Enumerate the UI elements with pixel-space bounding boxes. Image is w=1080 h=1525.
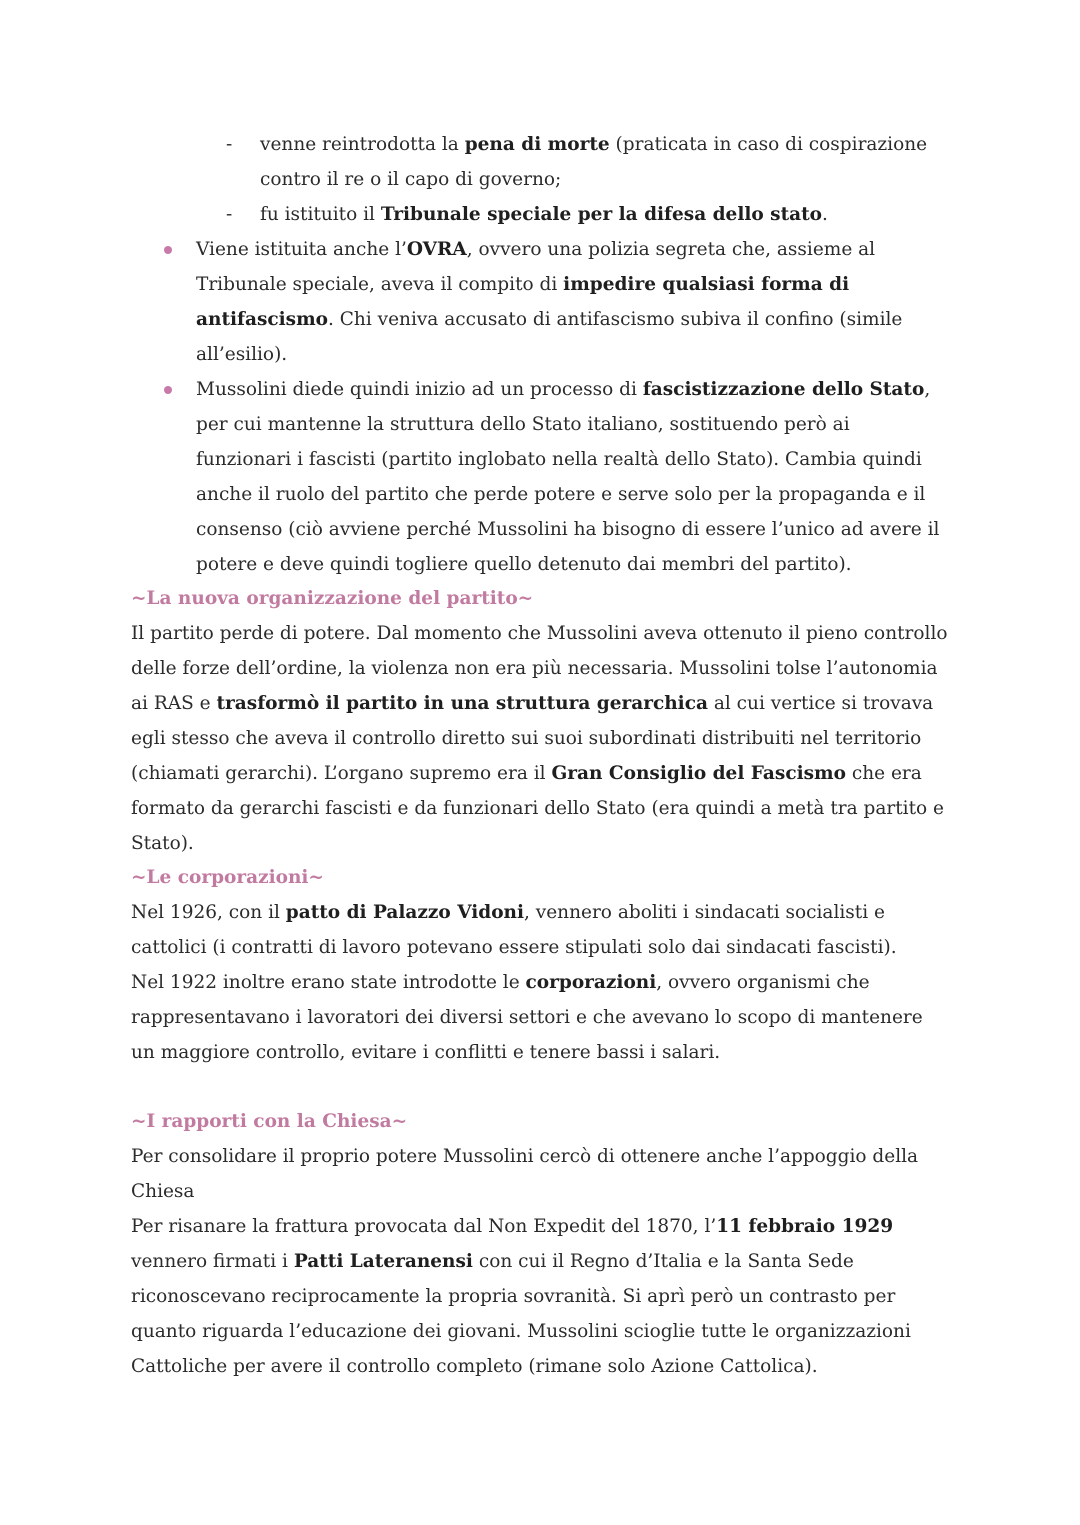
paragraph [131, 895, 951, 965]
section-chiesa [131, 1104, 951, 1384]
bold-run: trasformò il partito in una struttura gerarchica [216, 693, 708, 714]
text-run: Nel 1926, con il [131, 902, 286, 923]
bold-run: Patti Lateranensi [293, 1251, 473, 1272]
section-partito [131, 581, 951, 861]
bold-run: Tribunale speciale per la difesa dello stato [380, 204, 822, 225]
text-run: (praticata in caso di cospirazione contro il re o il capo di governo; [260, 134, 928, 190]
paragraph [131, 1139, 951, 1209]
paragraph [131, 965, 951, 1070]
text-run: al cui vertice si trovava egli stesso che aveva il controllo diretto sui suoi subordinati distribuiti nel territorio (chiamati gerarchi). L’organo supremo era il [131, 693, 934, 784]
dash-mark: - [226, 134, 233, 155]
dash-item [226, 127, 946, 197]
bullet-item [160, 372, 950, 582]
text-run: Mussolini diede quindi inizio ad un processo di [196, 379, 643, 400]
text-run: , per cui mantenne la struttura dello Stato italiano, sostituendo però ai funzionari i fascisti (partito inglobato nella realtà dello Stato). Cambia quindi anche il ruolo del partito che perde potere e serve solo per la propaganda e il consenso (ciò avviene perché Mussolini ha bisogno di essere l’unico ad avere il potere e deve quindi togliere quello detenuto dai membri del partito). [196, 379, 940, 575]
text-run: fu istituito il [260, 204, 381, 225]
bold-run: corporazioni [525, 972, 657, 993]
bold-run: Gran Consiglio del Fascismo [551, 763, 846, 784]
paragraph [131, 1209, 951, 1384]
section-heading: ~La nuova organizzazione del partito~ [131, 588, 534, 609]
bullet-item [160, 232, 950, 372]
bullet-list [160, 232, 950, 582]
text-run: venne reintrodotta la [260, 134, 465, 155]
text-run: , ovvero organismi che rappresentavano i lavoratori dei diversi settori e che avevano lo scopo di mantenere un maggiore controllo, evitare i conflitti e tenere bassi i salari. [131, 972, 923, 1063]
text-run: che era formato da gerarchi fascisti e da funzionari dello Stato (era quindi a metà tra partito e Stato). [131, 763, 944, 854]
bold-run: pena di morte [464, 134, 610, 155]
dash-list [226, 127, 946, 232]
section-corporazioni [131, 860, 951, 1070]
bold-run: fascistizzazione dello Stato [642, 379, 925, 400]
text-run: , ovvero una polizia segreta che, assieme al Tribunale speciale, aveva il compito di [196, 239, 876, 295]
section-heading: ~I rapporti con la Chiesa~ [131, 1111, 408, 1132]
text-run: vennero firmati i [131, 1251, 294, 1272]
text-run: Viene istituita anche l’ [196, 239, 407, 260]
text-run: . [822, 204, 828, 225]
text-run: Per consolidare il proprio potere Mussolini cercò di ottenere anche l’appoggio della Chiesa [131, 1146, 919, 1202]
bullet-dot-icon [164, 386, 172, 394]
text-run: con cui il Regno d’Italia e la Santa Sede riconoscevano reciprocamente la propria sovranità. Si aprì però un contrasto per quanto riguarda l’educazione dei giovani. Mussolini scioglie tutte le organizzazioni Cattoliche per avere il controllo completo (rimane solo Azione Cattolica). [131, 1251, 911, 1377]
text-run: Nel 1922 inoltre erano state introdotte le [131, 972, 526, 993]
text-run: Per risanare la frattura provocata dal Non Expedit del 1870, l’ [131, 1216, 717, 1237]
text-run: , vennero aboliti i sindacati socialisti e cattolici (i contratti di lavoro potevano essere stipulati solo dai sindacati fascisti). [131, 902, 897, 958]
bold-run: patto di Palazzo Vidoni [285, 902, 525, 923]
bold-run: OVRA [406, 239, 467, 260]
section-heading: ~Le corporazioni~ [131, 867, 324, 888]
bullet-dot-icon [164, 246, 172, 254]
paragraph [131, 616, 951, 861]
dash-mark: - [226, 204, 233, 225]
dash-item [226, 197, 946, 232]
bold-run: 11 febbraio 1929 [716, 1216, 894, 1237]
text-run: . Chi veniva accusato di antifascismo subiva il confino (simile all’esilio). [196, 309, 903, 365]
bold-run: impedire qualsiasi forma di antifascismo [196, 274, 850, 330]
text-run: Il partito perde di potere. Dal momento che Mussolini aveva ottenuto il pieno controllo delle forze dell’ordine, la violenza non era più necessaria. Mussolini tolse l’autonomia ai RAS e [131, 623, 948, 714]
